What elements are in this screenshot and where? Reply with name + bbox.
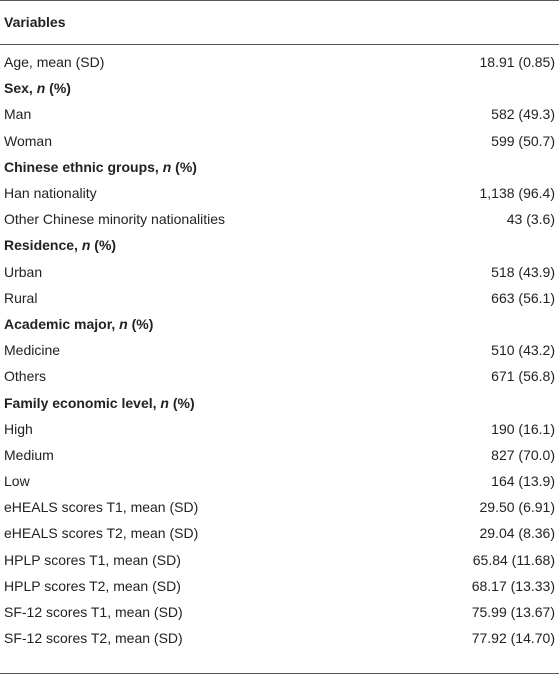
row-value: 29.50 (6.91) [479,499,555,516]
section-label-tail: (%) [127,315,154,332]
row-label: Urban [4,263,43,280]
row-value: 77.92 (14.70) [471,630,555,647]
row-label: Other Chinese minority nationalities [4,211,225,228]
table-row [0,180,559,206]
table-row [0,573,559,599]
table-row [0,206,559,232]
row-label: Age, mean (SD) [4,54,105,71]
section-label-n: n [81,237,91,254]
section-label-n: n [36,80,46,97]
row-label: Man [4,106,32,123]
section-header-row [0,311,559,337]
row-value: 582 (49.3) [491,106,555,123]
section-label-tail: (%) [45,80,71,97]
row-label: SF-12 scores T2, mean (SD) [4,630,183,647]
section-label-main: Residence, [4,237,82,254]
row-label: Woman [4,132,52,149]
row-label: Medicine [4,342,61,359]
section-label-main: Family economic level, [4,394,161,411]
section-label [4,160,197,174]
table-row [0,599,559,625]
row-value: 599 (50.7) [491,132,555,149]
section-label [4,238,116,252]
table-row [0,442,559,468]
section-label-n: n [162,158,172,175]
table-row [0,520,559,546]
table-row [0,625,559,651]
row-value: 65.84 (11.68) [472,551,555,568]
table-row [0,49,559,75]
table-row [0,416,559,442]
section-label [4,317,153,331]
row-label: Others [4,368,47,385]
row-label: High [4,420,33,437]
row-label: eHEALS scores T2, mean (SD) [4,525,199,542]
row-label: Han nationality [4,185,97,202]
table-row [0,547,559,573]
section-label-main: Academic major, [4,315,120,332]
row-value: 518 (43.9) [491,263,555,280]
row-value: 29.04 (8.36) [479,525,555,542]
row-value: 671 (56.8) [491,368,555,385]
section-header-row [0,389,559,415]
section-label-main: Sex, [4,80,37,97]
row-value: 1,138 (96.4) [479,185,555,202]
row-value: 190 (16.1) [491,420,555,437]
row-label: eHEALS scores T1, mean (SD) [4,499,199,516]
table-row [0,285,559,311]
section-header-row [0,75,559,101]
section-label-tail: (%) [171,158,197,175]
row-label: SF-12 scores T1, mean (SD) [4,604,183,621]
row-value: 663 (56.1) [491,289,555,306]
table-row [0,128,559,154]
section-header-row [0,232,559,258]
row-label: Medium [4,446,54,463]
section-label-tail: (%) [90,237,117,254]
section-label-main: Chinese ethnic groups, [4,158,163,175]
row-label: Rural [4,289,38,306]
table-row [0,363,559,389]
section-label [4,81,71,95]
table-row [0,259,559,285]
table-row [0,494,559,520]
row-value: 827 (70.0) [491,446,555,463]
row-value: 68.17 (13.33) [471,577,555,594]
row-label: HPLP scores T1, mean (SD) [4,551,181,568]
row-value: 75.99 (13.67) [471,604,555,621]
row-value: 164 (13.9) [491,473,555,490]
row-label: HPLP scores T2, mean (SD) [4,577,181,594]
section-label-n: n [160,394,169,411]
section-label [4,396,195,410]
section-label-n: n [119,315,128,332]
row-value: 510 (43.2) [491,342,555,359]
header-variables-label: Variables [4,13,66,30]
row-value: 43 (3.6) [506,211,555,228]
table-row [0,101,559,127]
table-row [0,468,559,494]
section-label-tail: (%) [168,394,195,411]
table-header [0,1,559,45]
table-row [0,337,559,363]
table-body [0,49,559,651]
row-value: 18.91 (0.85) [479,54,555,71]
row-label: Low [4,473,30,490]
section-header-row [0,154,559,180]
